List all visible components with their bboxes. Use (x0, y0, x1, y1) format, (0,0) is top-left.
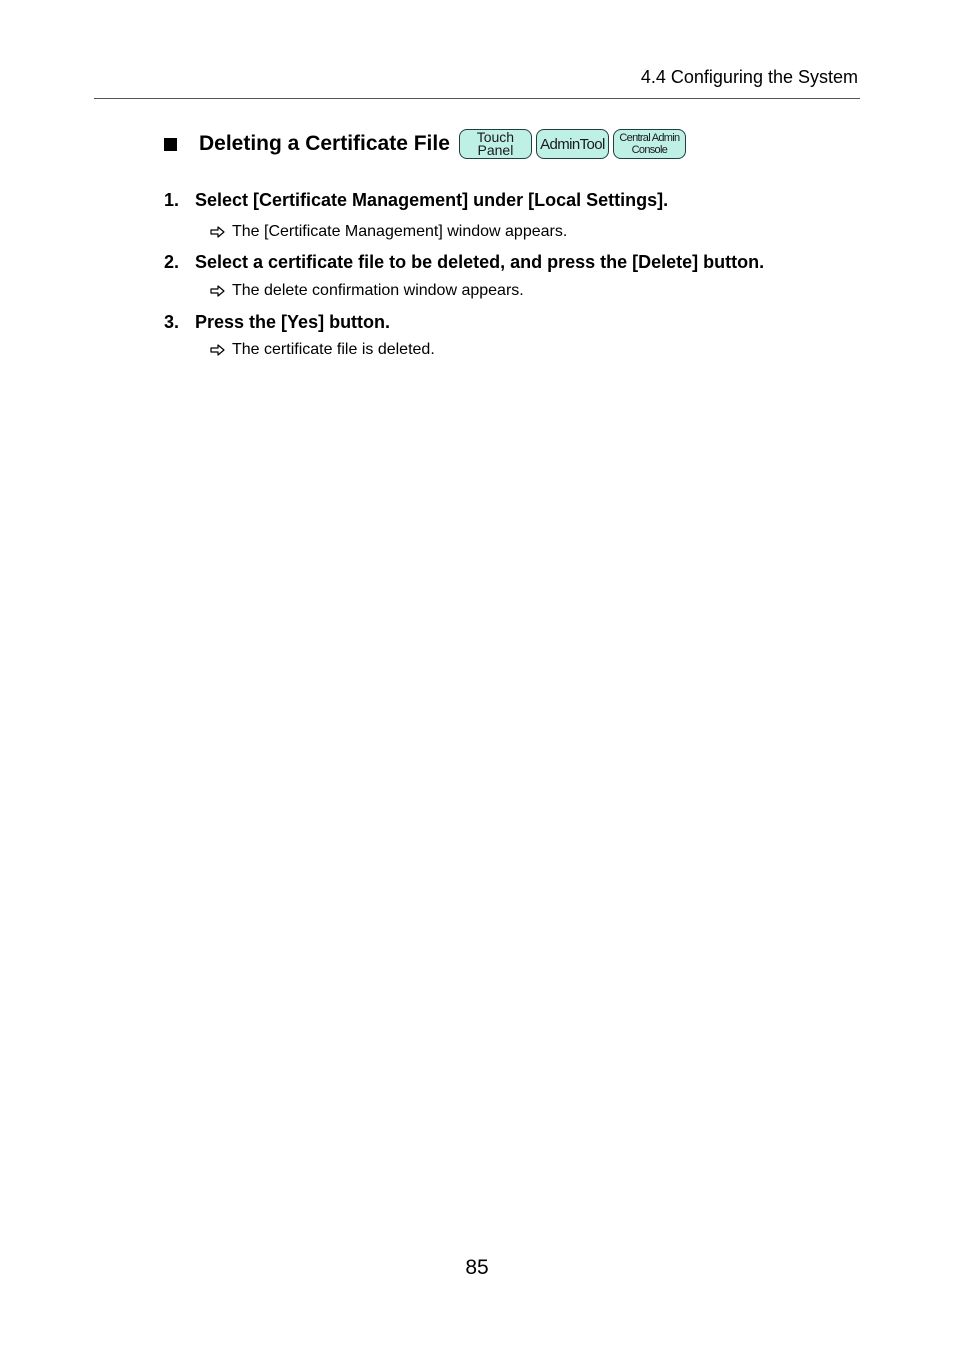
admin-tool-badge (536, 129, 609, 159)
section-heading (164, 128, 690, 160)
outline-arrow-right-icon (210, 344, 225, 356)
central-admin-console-badge (613, 129, 686, 159)
result-text: The delete confirmation window appears. (232, 282, 524, 299)
step-number: 1. (164, 190, 180, 210)
page-number: 85 (465, 1256, 489, 1279)
step-text: Select [Certificate Management] under [Local Settings]. (195, 190, 669, 210)
touch-panel-badge-line2: Panel (477, 142, 514, 158)
step-2-result (210, 281, 524, 301)
section-title: Deleting a Certificate File (199, 132, 450, 155)
step-2-instruction (164, 251, 764, 273)
step-1-result (210, 222, 567, 242)
step-3-instruction (164, 311, 390, 333)
result-text: The certificate file is deleted. (232, 341, 435, 358)
touch-panel-badge-line1: Touch (476, 129, 515, 145)
step-3-result (210, 340, 435, 360)
touch-panel-badge (459, 129, 532, 159)
square-bullet-icon (164, 138, 177, 151)
step-number: 2. (164, 252, 180, 272)
running-header: 4.4 Configuring the System (640, 67, 858, 87)
step-text: Select a certificate file to be deleted, and press the [Delete] button. (195, 252, 765, 272)
step-number: 3. (164, 312, 180, 332)
central-admin-console-badge-line2: Console (631, 144, 668, 156)
step-1-instruction (164, 189, 668, 211)
header-divider (94, 98, 860, 99)
admin-tool-badge-label: AdminTool (540, 135, 605, 153)
result-text: The [Certificate Management] window appears. (232, 223, 568, 240)
outline-arrow-right-icon (210, 226, 225, 238)
step-text: Press the [Yes] button. (195, 312, 391, 332)
outline-arrow-right-icon (210, 285, 225, 297)
central-admin-console-badge-line1: Central Admin (619, 132, 680, 144)
